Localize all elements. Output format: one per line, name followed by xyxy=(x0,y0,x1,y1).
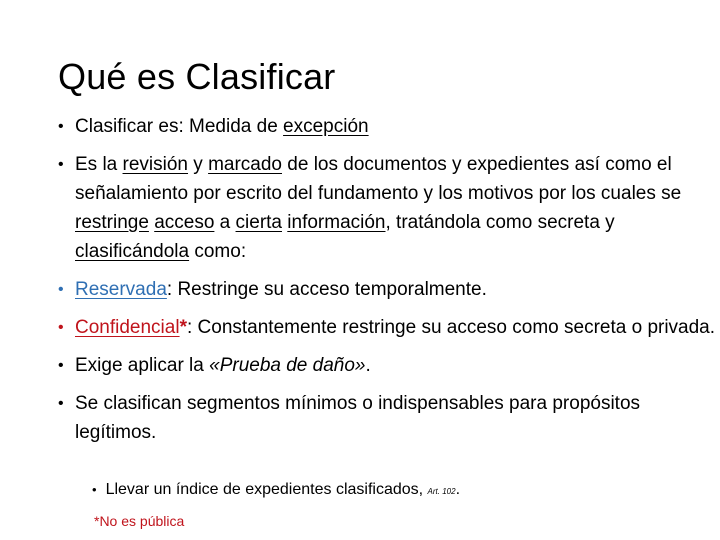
text-run: acceso xyxy=(154,212,215,233)
text-run: : Restringe su acceso temporalmente. xyxy=(166,279,487,300)
text-run: como: xyxy=(189,241,247,262)
bullet-marker: • xyxy=(92,482,97,497)
text-run: excepción xyxy=(283,116,369,137)
text-run: . xyxy=(365,355,371,376)
bullet-revision xyxy=(58,150,720,266)
bullet-marker: • xyxy=(58,118,64,135)
bullet-clasificar xyxy=(58,112,720,141)
text-run: y xyxy=(188,154,209,175)
sub-bullet-indice xyxy=(92,481,460,499)
bullet-marker: • xyxy=(58,319,64,336)
article-reference: Art. 102 xyxy=(427,487,456,496)
bullet-list xyxy=(58,112,720,456)
text-run: clasificándola xyxy=(75,241,190,262)
text-run: es: Medida de xyxy=(153,116,284,137)
text-run: Confidencial xyxy=(75,317,180,338)
footnote: *No es pública xyxy=(94,513,185,529)
bullet-prueba-de-dano xyxy=(58,351,720,380)
text-run: Clasificar xyxy=(75,116,154,137)
text-run: Se clasifican segmentos mínimos o indispensables para propósitos legítimos. xyxy=(75,393,641,443)
text-run: : Constantemente restringe su acceso como secreta o privada. xyxy=(186,317,716,338)
text-run: Reservada xyxy=(75,279,167,300)
text-run: Es la xyxy=(75,154,123,175)
text-run: marcado xyxy=(208,154,282,175)
text-run: cierta xyxy=(235,212,282,233)
bullet-marker: • xyxy=(58,357,64,374)
text-run: revisión xyxy=(122,154,189,175)
bullet-marker: • xyxy=(58,395,64,412)
bullet-segmentos xyxy=(58,389,720,447)
text-run: restringe xyxy=(75,212,149,233)
text-run: información xyxy=(287,212,386,233)
text-run: a xyxy=(214,212,236,233)
text-run: Exige aplicar la xyxy=(75,355,210,376)
text-run: Llevar un índice de expedientes clasificados, xyxy=(105,481,428,498)
text-run: de los documentos y expedientes así como el señalamiento por escrito del fundamento y los motivos por los cuales se xyxy=(75,154,682,204)
slide-title: Qué es Clasificar xyxy=(58,56,336,97)
bullet-reservada xyxy=(58,275,720,304)
bullet-marker: • xyxy=(58,156,64,173)
text-run: . xyxy=(455,481,461,498)
text-run: * xyxy=(179,317,187,338)
text-run: , tratándola como secreta y xyxy=(385,212,615,233)
bullet-marker: • xyxy=(58,281,64,298)
text-run: «Prueba de daño» xyxy=(209,355,366,376)
bullet-confidencial xyxy=(58,313,720,342)
